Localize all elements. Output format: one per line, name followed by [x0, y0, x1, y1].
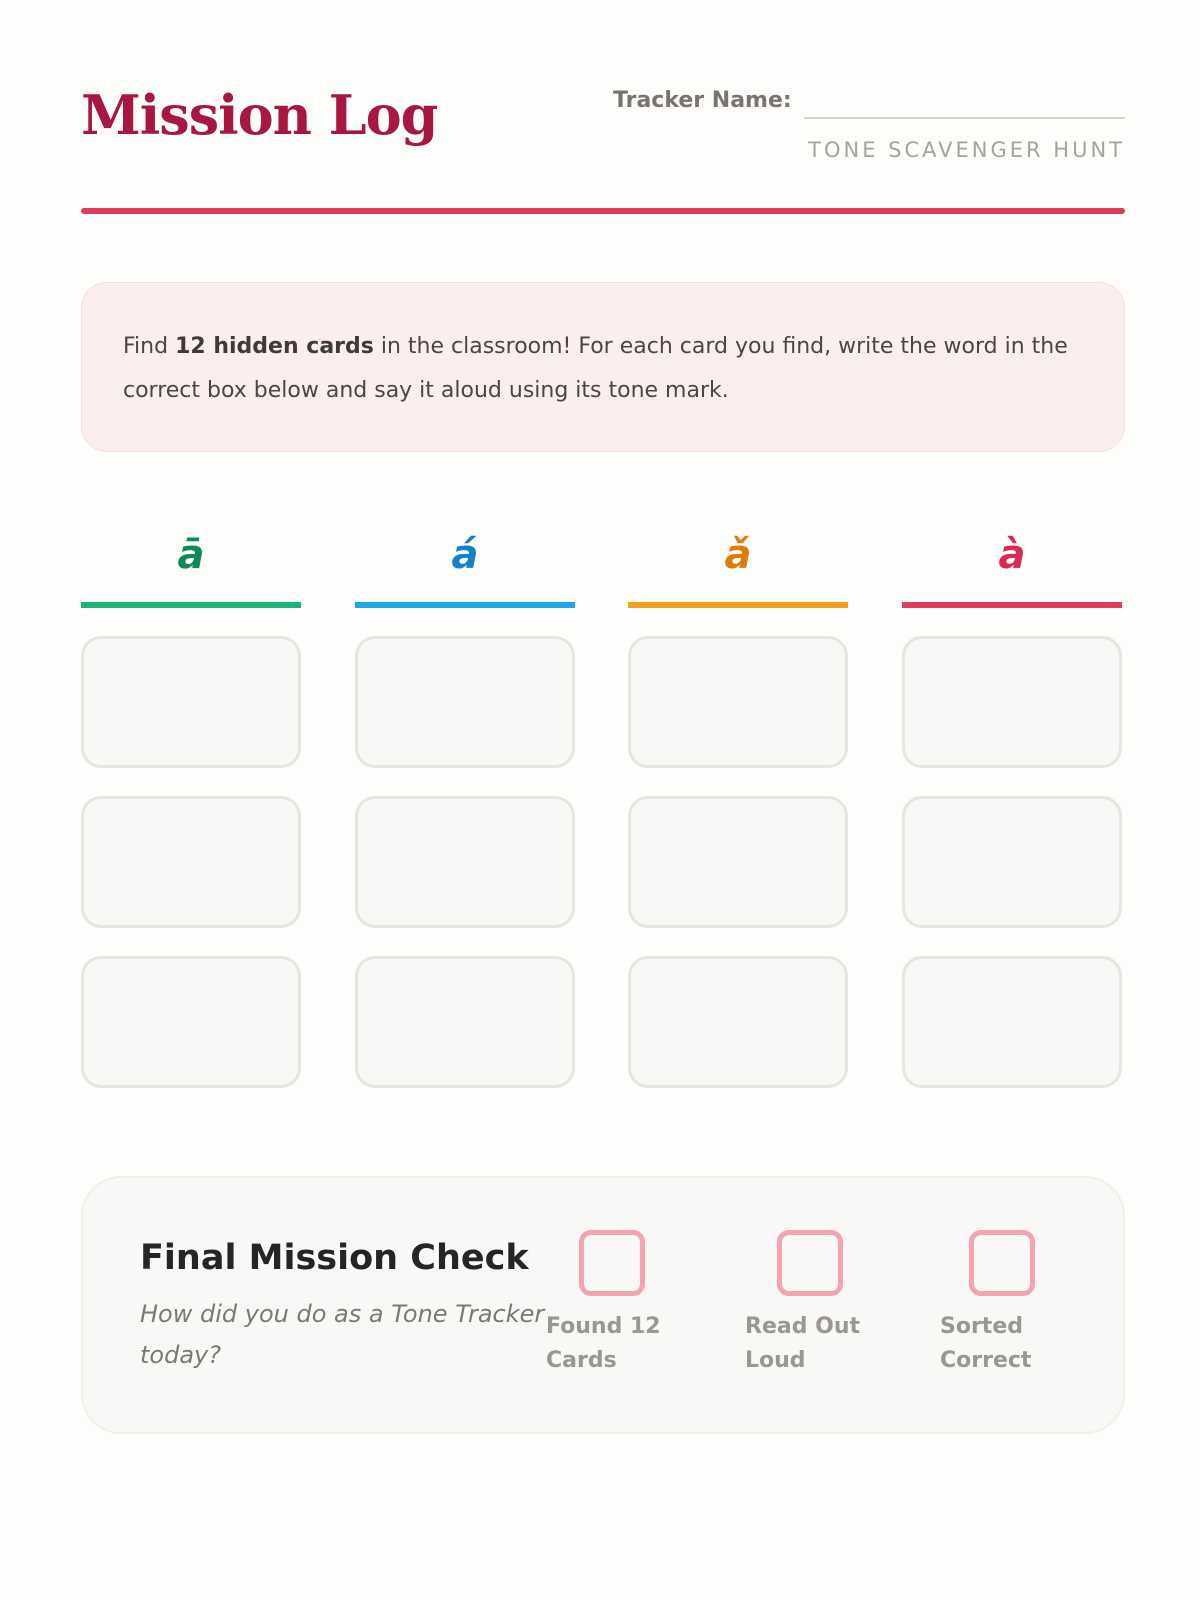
tone-mark-header: à	[902, 530, 1122, 608]
instructions-intro: Find	[123, 334, 176, 359]
tone-mark-header: ā	[81, 530, 301, 608]
tone-mark-header: ǎ	[628, 530, 848, 608]
word-box[interactable]	[628, 796, 848, 928]
tracker-name-line[interactable]	[804, 117, 1125, 119]
word-box[interactable]	[81, 956, 301, 1088]
final-check-subtitle: How did you do as a Tone Tracker today?	[140, 1300, 545, 1369]
check-read-aloud[interactable]	[745, 1230, 860, 1373]
tone-mark-header: á	[355, 530, 575, 608]
page-title: Mission Log	[81, 83, 438, 147]
tone-column-1	[81, 530, 301, 1088]
word-box[interactable]	[81, 636, 301, 768]
header-divider	[81, 208, 1125, 214]
instructions-highlight: 12 hidden cards	[175, 334, 374, 359]
tone-column-3	[628, 530, 848, 1088]
sorted-correct-checkbox[interactable]	[969, 1230, 1035, 1296]
found-cards-checkbox[interactable]	[579, 1230, 645, 1296]
check-sorted-correct[interactable]	[940, 1230, 1035, 1373]
word-box[interactable]	[902, 796, 1122, 928]
found-cards-label: Found 12 Cards	[546, 1314, 661, 1373]
read-aloud-label: Read Out Loud	[745, 1314, 860, 1373]
word-box[interactable]	[355, 956, 575, 1088]
final-mission-check	[81, 1176, 1125, 1434]
word-box[interactable]	[355, 796, 575, 928]
tone-column-4	[902, 530, 1122, 1088]
check-found-cards[interactable]	[546, 1230, 661, 1373]
word-box[interactable]	[902, 956, 1122, 1088]
final-check-title: Final Mission Check	[140, 1238, 529, 1278]
tone-column-2	[355, 530, 575, 1088]
instructions-box	[81, 282, 1125, 452]
read-aloud-checkbox[interactable]	[777, 1230, 843, 1296]
word-box[interactable]	[628, 956, 848, 1088]
word-box[interactable]	[902, 636, 1122, 768]
sorted-correct-label: Sorted Correct	[940, 1314, 1032, 1373]
tracker-name-field[interactable]	[600, 84, 1125, 124]
tracker-name-label: Tracker Name:	[613, 88, 792, 113]
page-subtitle: TONE SCAVENGER HUNT	[808, 138, 1125, 162]
word-box[interactable]	[81, 796, 301, 928]
instructions-rest: in the classroom! For each card you find, write the word in the correct box below and say it aloud using its tone mark.	[123, 334, 1068, 403]
word-box[interactable]	[355, 636, 575, 768]
word-box[interactable]	[628, 636, 848, 768]
